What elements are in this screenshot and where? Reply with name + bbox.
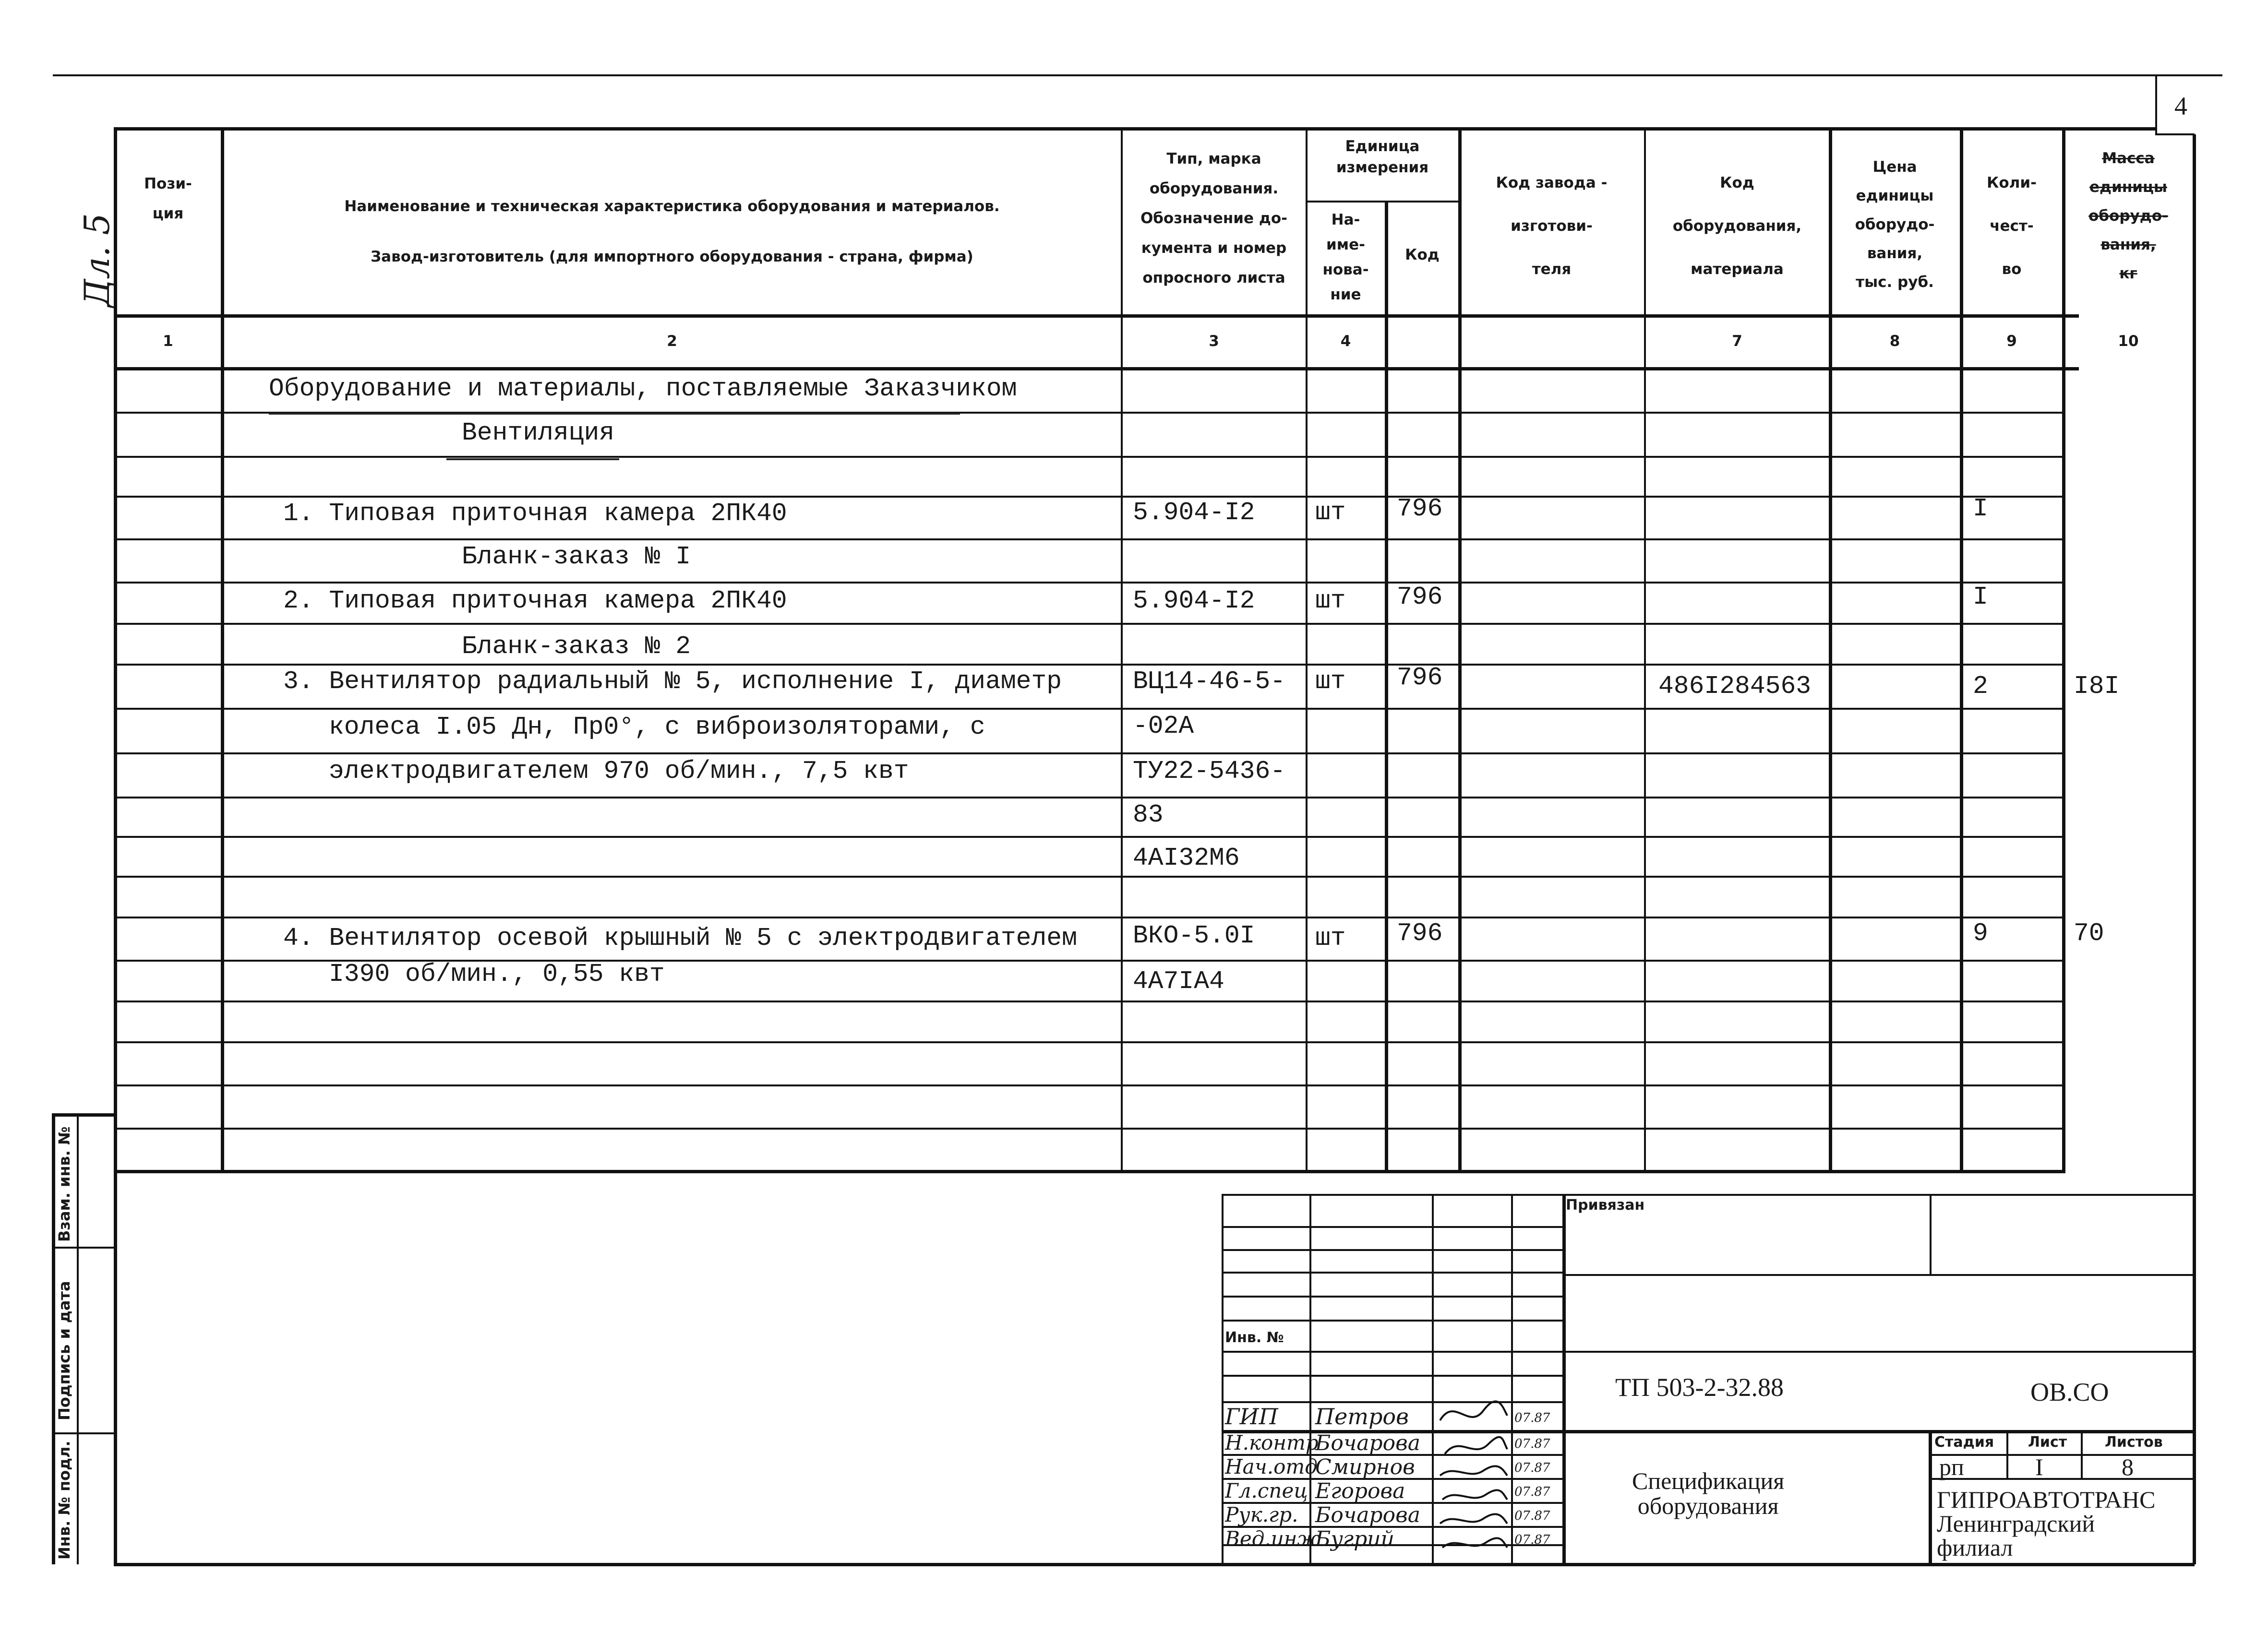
row-name: электродвигателем 970 об/мин., 7,5 квт — [329, 757, 909, 786]
hdr-col4-group: Единица измерения — [1336, 138, 1429, 176]
tb-doc-bottom — [1562, 1430, 2193, 1433]
tb-sheet-label: Лист — [2028, 1434, 2067, 1451]
margin-note: Дл. 5 — [77, 213, 117, 307]
colnum-10: 10 — [2118, 333, 2139, 350]
tb-stage-sep1 — [2006, 1430, 2008, 1478]
row-line — [114, 582, 2062, 584]
row-type: 4АI32М6 — [1133, 844, 1240, 872]
tb-person-date: 07.87 — [1514, 1485, 1550, 1499]
tb-stage-left — [1929, 1430, 1932, 1563]
side-stamp-vzam-inv: Взам. инв. № — [55, 1126, 73, 1242]
colnum-3: 3 — [1209, 333, 1219, 350]
table-end-line — [114, 1170, 2062, 1173]
hdr-col7: Код оборудования, материала — [1672, 174, 1802, 278]
tb-doc-top — [1562, 1351, 2193, 1353]
hdr-col9: Коли- чест- во — [1987, 174, 2037, 278]
row-name: 1. Типовая приточная камера 2ПК40 — [283, 499, 787, 528]
frame-right — [2193, 134, 2196, 1564]
tb-person-date: 07.87 — [1514, 1461, 1550, 1475]
side-stamp-sep — [52, 1247, 114, 1249]
col-line-4 — [1385, 201, 1388, 1173]
tb-person-role: Рук.гр. — [1225, 1503, 1298, 1526]
hdr-col6: Код завода - изготови- теля — [1496, 174, 1608, 278]
tb-doc-mark: ОВ.СО — [2030, 1378, 2109, 1406]
row-name: 2. Типовая приточная камера 2ПК40 — [283, 586, 787, 615]
row-code: 796 — [1397, 919, 1443, 948]
row-type: 5.904-I2 — [1133, 498, 1255, 527]
row-line — [114, 1084, 2062, 1086]
colnum-1: 1 — [163, 333, 173, 350]
row-line — [114, 623, 2062, 625]
tb-doc-title: Спецификация оборудования — [1632, 1467, 1785, 1519]
tb-sheet: I — [2035, 1453, 2043, 1480]
row-qty: 9 — [1973, 919, 1988, 948]
colnum-7: 7 — [1732, 333, 1742, 350]
row-line — [114, 876, 2062, 878]
row-code: 796 — [1397, 494, 1443, 523]
row-name: Бланк-заказ № I — [462, 542, 691, 571]
tb-sheets-label: Листов — [2105, 1434, 2163, 1451]
row-type: ТУ22-5436- — [1133, 757, 1286, 786]
frame-top — [114, 127, 2156, 131]
row-code: 796 — [1397, 663, 1443, 692]
tb-stage-label: Стадия — [1934, 1434, 1994, 1451]
side-stamp-signature-date: Подпись и дата — [55, 1281, 73, 1420]
tb-sheets: 8 — [2122, 1453, 2134, 1480]
tb-person-role: ГИП — [1225, 1404, 1278, 1430]
side-stamp-top — [52, 1113, 114, 1117]
row-code: 796 — [1397, 583, 1443, 611]
tb-person-name: Бочарова — [1315, 1503, 1420, 1527]
unit-group-line — [1306, 201, 1458, 203]
row-name: колеса I.05 Дн, Пр0°, с виброизоляторами, с — [329, 713, 985, 741]
section-title-underline — [269, 413, 960, 415]
row-qty: 2 — [1973, 672, 1988, 701]
frame-bottom — [114, 1563, 2195, 1566]
colnum-2: 2 — [667, 333, 677, 350]
tb-row — [1222, 1249, 1562, 1251]
row-line — [114, 836, 2062, 838]
row-name: I390 об/мин., 0,55 квт — [329, 960, 665, 989]
hdr-col2: Наименование и техническая характеристика оборудования и материалов. Завод-изготовитель (для импортного оборудования - страна, фирма) — [344, 198, 1000, 265]
tb-row — [1222, 1375, 1562, 1377]
row-name: 4. Вентилятор осевой крышный № 5 с электродвигателем — [283, 924, 1077, 953]
tb-person-name: Смирнов — [1315, 1455, 1415, 1479]
hdr-col4: На- име- нова- ние — [1322, 211, 1369, 303]
row-mass: I8I — [2074, 672, 2120, 701]
hdr-col3: Тип, марка оборудования. Обозначение до- кумента и номер опросного листа — [1140, 150, 1288, 286]
row-type: -02А — [1133, 712, 1194, 740]
tb-priv-sep — [1930, 1194, 1932, 1275]
row-line — [114, 1041, 2062, 1043]
row-line — [114, 664, 2062, 666]
tb-row — [1222, 1320, 1562, 1322]
side-stamp-mid — [77, 1113, 79, 1564]
top-rule — [53, 74, 2222, 76]
hdr-col10: Масса единицы оборудо- вания, кг — [2088, 150, 2168, 282]
row-type: 4А7IА4 — [1133, 967, 1224, 996]
row-mass: 70 — [2074, 919, 2104, 948]
row-equip-code: 486I284563 — [1658, 672, 1812, 701]
tb-row — [1222, 1272, 1562, 1274]
signature-scribble — [1435, 1377, 1512, 1560]
side-stamp-inv-podl: Инв. № подл. — [55, 1441, 73, 1560]
row-line — [114, 797, 2062, 798]
subsection-title-underline — [446, 458, 619, 460]
tb-stage-sep2 — [2081, 1430, 2083, 1478]
row-line — [114, 708, 2062, 710]
colnum-bottom — [114, 367, 2079, 370]
row-line — [114, 1001, 2062, 1002]
tb-stage: рп — [1939, 1453, 1964, 1480]
section-title: Оборудование и материалы, поставляемые Заказчиком — [269, 374, 1017, 403]
tb-person-role: Вед.инж — [1225, 1527, 1320, 1550]
tb-person-role: Нач.отд — [1225, 1455, 1318, 1478]
row-line — [114, 917, 2062, 918]
tb-row — [1222, 1296, 1562, 1298]
row-name: 3. Вентилятор радиальный № 5, исполнение I, диаметр — [283, 667, 1062, 696]
hdr-col1: Пози- ция — [144, 175, 192, 222]
tb-person-date: 07.87 — [1514, 1533, 1550, 1547]
header-bottom — [114, 314, 2079, 318]
hdr-col5: Код — [1405, 246, 1440, 263]
row-type: 5.904-I2 — [1133, 586, 1255, 615]
tb-priv-bottom — [1562, 1274, 2193, 1276]
tb-person-name: Бугрий — [1315, 1527, 1394, 1551]
colnum-9: 9 — [2006, 333, 2017, 350]
colnum-4: 4 — [1340, 333, 1351, 350]
tb-person-name: Бочарова — [1315, 1431, 1420, 1455]
side-stamp-sep — [52, 1432, 114, 1434]
tb-person-date: 07.87 — [1514, 1509, 1550, 1523]
row-type: 83 — [1133, 800, 1164, 829]
row-type: ВЦ14-46-5- — [1133, 667, 1286, 696]
tb-col-d — [1562, 1194, 1566, 1563]
row-type: ВКО-5.0I — [1133, 921, 1255, 950]
hdr-col8: Цена единицы оборудо- вания, тыс. руб. — [1855, 158, 1935, 291]
tb-person-date: 07.87 — [1514, 1411, 1550, 1425]
row-qty: I — [1973, 494, 1988, 523]
tb-inv-no: Инв. № — [1225, 1329, 1284, 1346]
row-line — [114, 752, 2062, 754]
tb-doc-code: ТП 503-2-32.88 — [1615, 1373, 1784, 1402]
row-qty: I — [1973, 583, 1988, 611]
row-name: Бланк-заказ № 2 — [462, 632, 691, 661]
frame-top-right — [2155, 133, 2195, 135]
col-line-1 — [221, 127, 224, 1173]
row-line — [114, 538, 2062, 540]
row-line — [114, 1128, 2062, 1130]
row-line — [114, 456, 2062, 458]
tb-person-role: Н.контр — [1225, 1431, 1319, 1454]
tb-row — [1222, 1351, 1562, 1353]
tb-person-role: Гл.спец — [1225, 1479, 1308, 1502]
row-unit: шт — [1315, 924, 1346, 953]
row-unit: шт — [1315, 498, 1346, 527]
row-line — [114, 496, 2062, 498]
tb-privyazan: Привязан — [1566, 1197, 1645, 1214]
tb-top — [1222, 1194, 2193, 1196]
page-number-box-left — [2155, 74, 2157, 134]
page-number: 4 — [2174, 92, 2187, 120]
row-unit: шт — [1315, 667, 1346, 696]
tb-stage-row — [1929, 1478, 2193, 1480]
row-unit: шт — [1315, 586, 1346, 615]
colnum-8: 8 — [1889, 333, 1900, 350]
tb-org: ГИПРОАВТОТРАНС Ленинградский филиал — [1937, 1486, 2156, 1561]
subsection-title: Вентиляция — [462, 418, 615, 447]
tb-row — [1222, 1226, 1562, 1228]
side-stamp-left — [52, 1113, 55, 1564]
tb-person-name: Петров — [1315, 1404, 1409, 1430]
tb-stage-hdr — [1929, 1454, 2193, 1456]
tb-person-name: Егорова — [1315, 1479, 1405, 1503]
tb-person-date: 07.87 — [1514, 1437, 1550, 1451]
